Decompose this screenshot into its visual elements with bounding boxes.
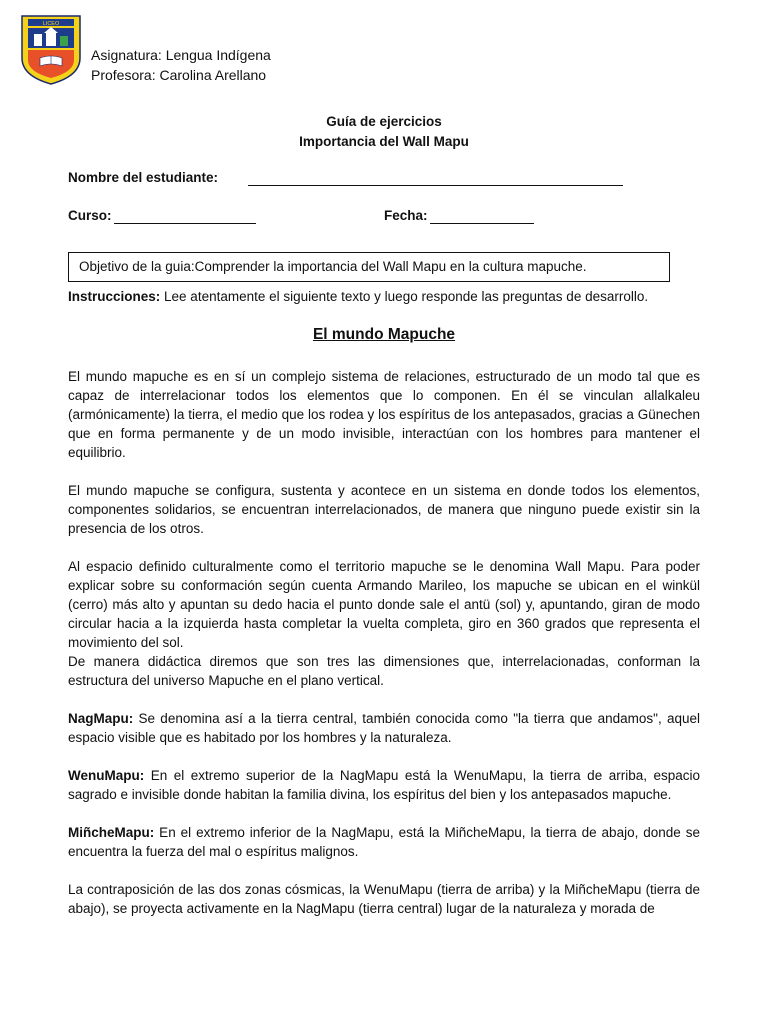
minchemapu-paragraph bbox=[68, 823, 700, 861]
paragraph: De manera didáctica diremos que son tres las dimensiones que, interrelacionadas, conforman la estructura del universo Mapuche en el plano vertical. bbox=[68, 654, 700, 688]
nagmapu-paragraph bbox=[68, 709, 700, 747]
guide-subtitle: Importancia del Wall Mapu bbox=[299, 134, 469, 149]
paragraph: La contraposición de las dos zonas cósmicas, la WenuMapu (tierra de arriba) y la MiñcheMapu (tierra de abajo), se proyecta activamente en la NagMapu (tierra central) lugar de la naturaleza y morada de bbox=[68, 882, 700, 916]
wenumapu-paragraph bbox=[68, 766, 700, 804]
crest-banner-text: LICEO bbox=[42, 21, 60, 27]
course-label: Curso: bbox=[68, 208, 112, 223]
paragraph: El mundo mapuche se configura, sustenta y acontece en un sistema en donde todos los elementos, componentes solidarios, se encuentran interrelacionados, de manera que ninguno puede existir sin la presencia de los otros. bbox=[68, 483, 700, 536]
minchemapu-term: MiñcheMapu: bbox=[68, 825, 155, 840]
paragraph: El mundo mapuche es en sí un complejo sistema de relaciones, estructurado de un modo tal que es capaz de interrelacionar todos los elementos que lo componen. En él se vinculan allalkaleu (armónicamente) la tierra, el medio que los rodea y los espíritus de los antepasados, gracias a Günechen que en forma permanente y de un modo invisible, interactúan con los hombres para mantener el equilibrio. bbox=[68, 369, 700, 460]
student-name-label: Nombre del estudiante: bbox=[68, 170, 219, 185]
teacher-label: Profesora: Carolina Arellano bbox=[91, 67, 267, 83]
instructions-label: Instrucciones: bbox=[68, 289, 161, 304]
section-title: El mundo Mapuche bbox=[312, 326, 456, 343]
school-crest-logo bbox=[20, 14, 82, 86]
body-text bbox=[68, 367, 700, 937]
minchemapu-definition: En el extremo inferior de la NagMapu, está la MiñcheMapu, la tierra de abajo, donde se encuentra la fuerza del mal o espíritus malignos. bbox=[68, 825, 700, 859]
subject-label: Asignatura: Lengua Indígena bbox=[91, 47, 271, 63]
wenumapu-term: WenuMapu: bbox=[68, 768, 145, 783]
objective-box: Objetivo de la guia:Comprender la importancia del Wall Mapu en la cultura mapuche. bbox=[68, 252, 670, 282]
instructions-text: Lee atentamente el siguiente texto y luego responde las preguntas de desarrollo. bbox=[160, 289, 649, 304]
paragraph: Al espacio definido culturalmente como el territorio mapuche se le denomina Wall Mapu. Para poder explicar sobre su conformación según cuenta Armando Marileo, los mapuche se ubican en el winkül (cerro) más alto y apuntan su dedo hacia el punto donde sale el antü (sol) y, apuntando, giran de modo circular hacia a la izquierda hasta completar la vuelta completa, giro en 360 grados que representa el movimiento del sol. bbox=[68, 559, 700, 650]
course-line[interactable] bbox=[114, 223, 256, 224]
date-label: Fecha: bbox=[384, 208, 428, 223]
guide-title: Guía de ejercicios bbox=[326, 114, 442, 129]
header-info bbox=[91, 45, 271, 85]
instructions bbox=[68, 288, 648, 306]
nagmapu-term: NagMapu: bbox=[68, 711, 134, 726]
date-line[interactable] bbox=[430, 223, 534, 224]
document-titles bbox=[0, 112, 768, 152]
student-name-line[interactable] bbox=[248, 185, 623, 186]
nagmapu-definition: Se denomina así a la tierra central, también conocida como "la tierra que andamos", aquel espacio visible que es habitado por los hombres y la naturaleza. bbox=[68, 711, 700, 745]
wenumapu-definition: En el extremo superior de la NagMapu está la WenuMapu, la tierra de arriba, espacio sagrado e invisible donde habitan la familia divina, los espíritus del bien y los antepasados mapuche. bbox=[68, 768, 700, 802]
